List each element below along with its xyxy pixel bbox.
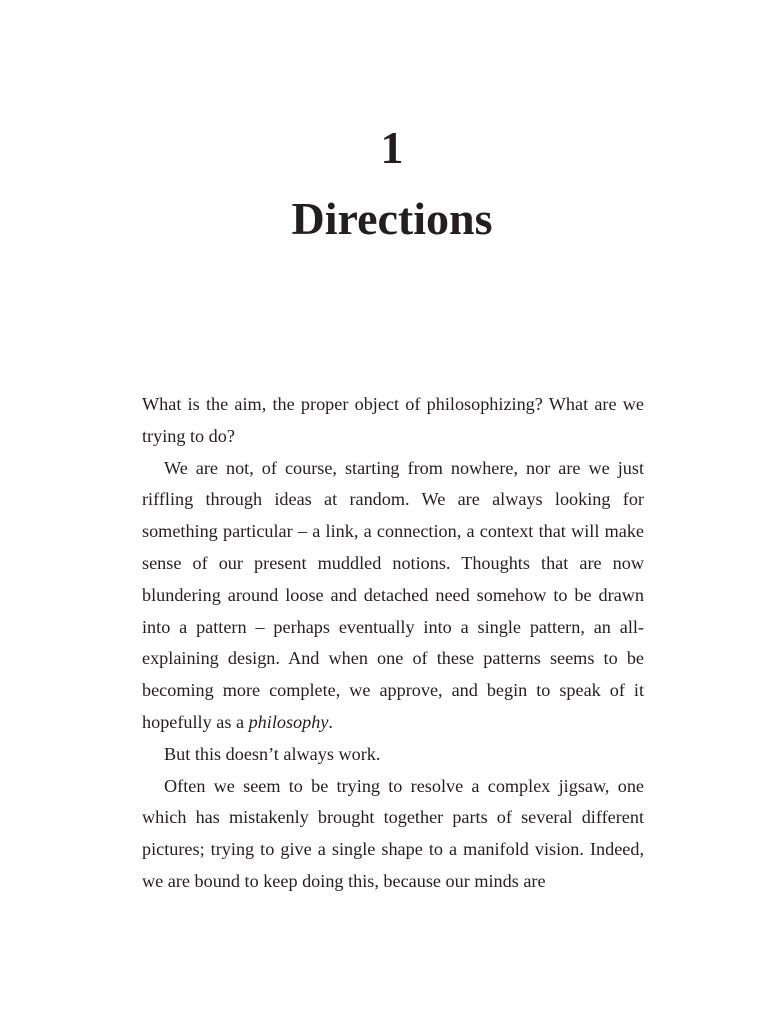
chapter-title: Directions [291, 193, 493, 244]
paragraph-1-text: What is the aim, the proper object of philosophizing? What are we trying to do? [142, 394, 644, 446]
chapter-body [142, 389, 644, 898]
paragraph-1 [142, 389, 644, 453]
paragraph-2-text-end: . [328, 711, 333, 732]
paragraph-3 [142, 739, 644, 771]
chapter-number: 1 [380, 122, 404, 173]
paragraph-2-text: We are not, of course, starting from nowhere, nor are we just riffling through ideas at random. We are always looking for something particular – a link, a connection, a context that will make sense of our present muddled notions. Thoughts that are now blundering around loose and detached need somehow to be drawn into a pattern – perhaps eventually into a single pattern, an all-explaining design. And when one of these patterns seems to be becoming more complete, we approve, and begin to speak of it hopefully as a [142, 457, 644, 732]
paragraph-4 [142, 771, 644, 898]
paragraph-2-emphasis: philosophy [248, 711, 329, 732]
chapter-header [0, 120, 768, 247]
paragraph-4-text: Often we seem to be trying to resolve a complex jigsaw, one which has mistakenly brought together parts of several different pictures; trying to give a single shape to a manifold vision. Indeed, we are bound to keep doing this, because our minds are [142, 775, 644, 891]
paragraph-2 [142, 453, 644, 739]
paragraph-3-text: But this doesn’t always work. [164, 743, 381, 764]
